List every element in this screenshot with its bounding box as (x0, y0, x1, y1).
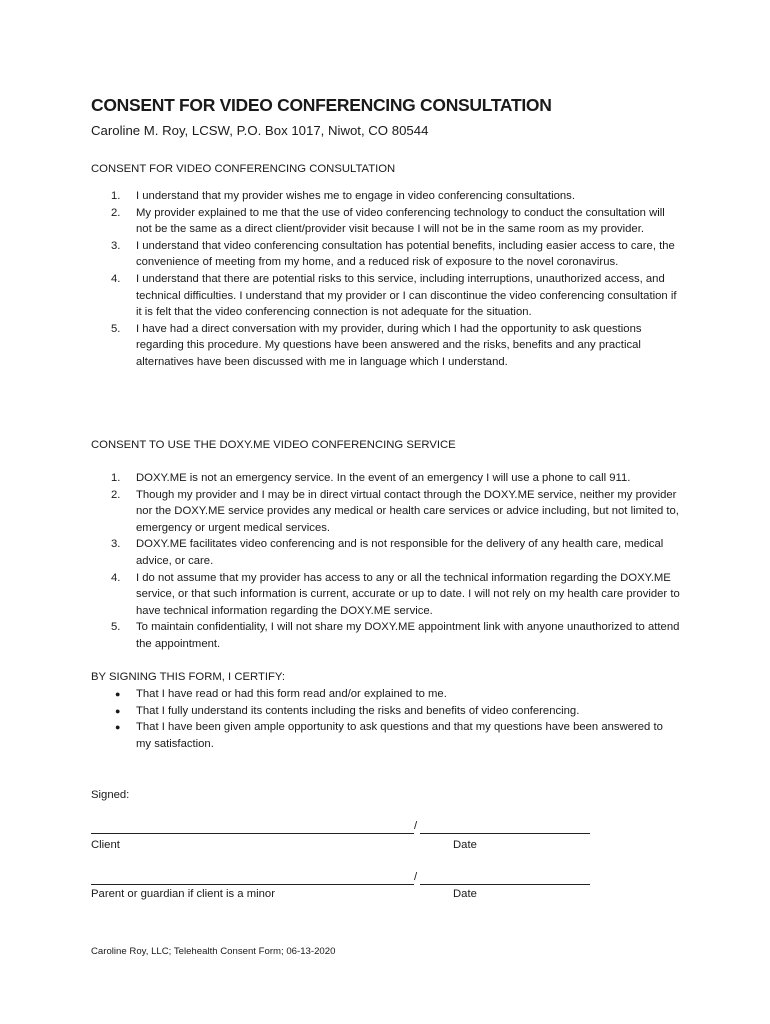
bullet-icon: ● (115, 705, 121, 716)
client-signature-line[interactable] (91, 833, 414, 834)
list-item (91, 719, 681, 752)
item-text: I have had a direct conversation with my provider, during which I had the opportunity to ask questions regarding this procedure. My questions have been answered and the risks, benefits and any practical alternatives have been discussed with me in language which I understand. (136, 322, 642, 368)
guardian-signature-line[interactable] (91, 884, 414, 885)
section-heading-certify: BY SIGNING THIS FORM, I CERTIFY: (91, 671, 285, 683)
item-number: 3. (111, 538, 121, 551)
list-item (91, 188, 681, 205)
item-number: 2. (111, 206, 121, 219)
list-item (91, 205, 681, 238)
item-text: To maintain confidentiality, I will not share my DOXY.ME appointment link with anyone unauthorized to attend the appointment. (136, 621, 680, 650)
list-item (91, 238, 681, 271)
item-text: That I fully understand its contents including the risks and benefits of video conferencing. (136, 704, 580, 717)
item-number: 5. (111, 322, 121, 335)
guardian-date-line[interactable] (420, 884, 590, 885)
list-item (91, 703, 681, 720)
signed-label: Signed: (91, 789, 130, 801)
list-item (91, 686, 681, 703)
item-number: 1. (111, 190, 121, 202)
footer-text: Caroline Roy, LLC; Telehealth Consent Form; 06-13-2020 (91, 946, 336, 957)
item-text: DOXY.ME facilitates video conferencing and is not responsible for the delivery of any health care, medical advice, or care. (136, 538, 664, 567)
item-number: 2. (111, 488, 121, 501)
certify-list (91, 686, 681, 752)
form-title: CONSENT FOR VIDEO CONFERENCING CONSULTATION (91, 95, 552, 115)
item-text: That I have been given ample opportunity to ask questions and that my questions have been answered to my satisfaction. (136, 721, 663, 750)
date-separator: / (414, 871, 418, 883)
item-text: I do not assume that my provider has access to any or all the technical information regarding the DOXY.ME service, or that such information is current, accurate or up to date. I will not rely on my health care provider to have technical information regarding the DOXY.ME service. (136, 571, 680, 617)
doxy-consent-list (91, 470, 681, 653)
section-heading-video-consent: CONSENT FOR VIDEO CONFERENCING CONSULTATION (91, 163, 396, 175)
item-number: 4. (111, 571, 121, 584)
bullet-icon: ● (115, 722, 121, 733)
list-item (91, 619, 681, 652)
item-text: I understand that my provider wishes me to engage in video conferencing consultations. (136, 190, 575, 202)
client-label: Client (91, 839, 120, 851)
client-date-line[interactable] (420, 833, 590, 834)
video-consent-list (91, 188, 681, 371)
bullet-icon: ● (115, 689, 121, 699)
client-date-label: Date (453, 839, 477, 851)
section-heading-doxy-consent: CONSENT TO USE THE DOXY.ME VIDEO CONFERENCING SERVICE (91, 439, 456, 451)
item-text: My provider explained to me that the use of video conferencing technology to conduct the consultation will not be the same as a direct client/provider visit because I will not be in the same room as my provider. (136, 206, 665, 236)
list-item (91, 487, 681, 537)
list-item (91, 536, 681, 569)
guardian-label: Parent or guardian if client is a minor (91, 888, 275, 900)
item-number: 1. (111, 472, 121, 484)
guardian-date-label: Date (453, 888, 477, 900)
list-item (91, 570, 681, 620)
item-text: Though my provider and I may be in direct virtual contact through the DOXY.ME service, neither my provider nor the DOXY.ME service provides any medical or health care services or advice including, but not limited to, emergency or urgent medical services. (136, 488, 679, 534)
list-item (91, 321, 681, 371)
item-number: 4. (111, 272, 121, 285)
item-text: DOXY.ME is not an emergency service. In the event of an emergency I will use a phone to call 911. (136, 472, 631, 484)
item-text: I understand that video conferencing consultation has potential benefits, including easier access to care, the convenience of meeting from my home, and a reduced risk of exposure to the novel coronavirus. (136, 239, 675, 269)
item-number: 3. (111, 239, 121, 252)
item-text: That I have read or had this form read and/or explained to me. (136, 688, 447, 700)
list-item (91, 271, 681, 321)
item-number: 5. (111, 621, 121, 634)
item-text: I understand that there are potential risks to this service, including interruptions, unauthorized access, and technical difficulties. I understand that my provider or I can discontinue the video conferencing consultation if it is felt that the video conferencing connection is not adequate for the situation. (136, 272, 677, 319)
list-item (91, 470, 681, 487)
date-separator: / (414, 820, 418, 832)
provider-info: Caroline M. Roy, LCSW, P.O. Box 1017, Niwot, CO 80544 (91, 123, 429, 138)
